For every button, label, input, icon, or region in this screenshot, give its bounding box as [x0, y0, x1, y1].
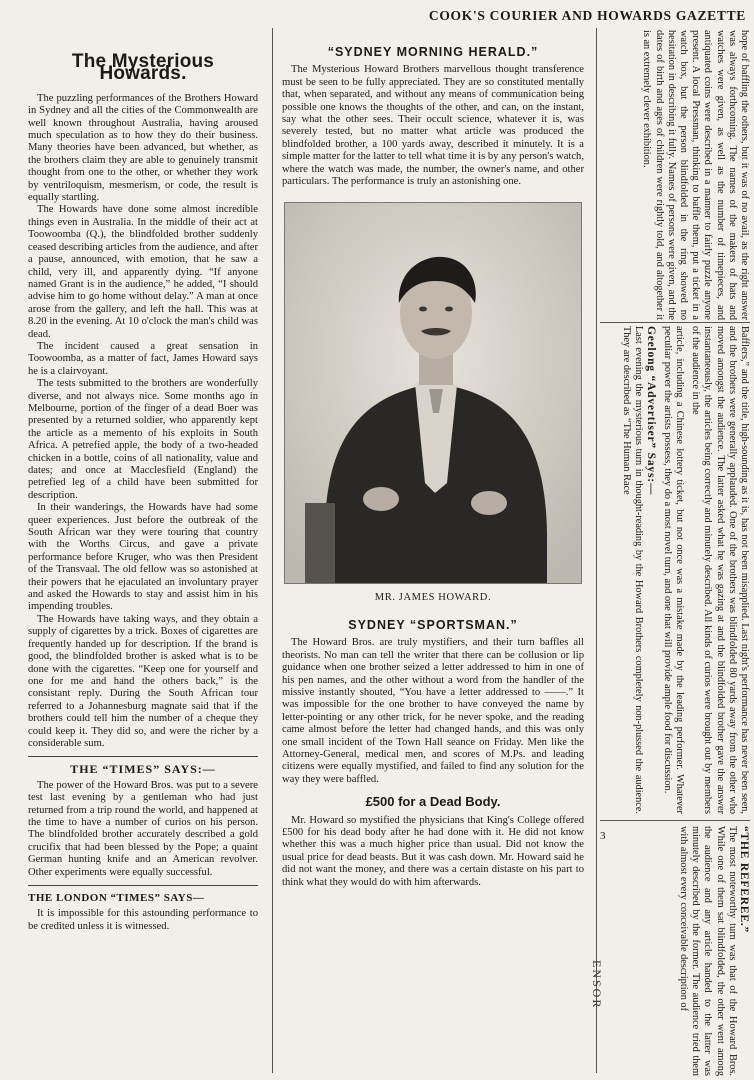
- geelong-heading: Geelong “Advertiser” Says:—: [644, 326, 657, 496]
- left-paragraph-1: The puzzling performances of the Brothers Howard in Sydney and all the cities of the Commonwealth are well known throughout Australia, having aroused much speculation as to how they do their business. Many theories have been advanced, but whether, as the brothers claim they are able to genuinely transmit thought from one to the other, or whether they work by ventriloquism, mesmerism, or code, the result is equally startling.: [28, 92, 258, 204]
- portrait-photo: [284, 202, 582, 584]
- section-rule: [28, 885, 258, 886]
- left-paragraph-5: In their wanderings, the Howards have had some queer experiences. Just before the outbreak of the South African war they were touring that country with the Worths Circus, and gave a private performance before Kruger, who was then President of the Transvaal. The old fellow was so astonished at their powers that he ejaculated an involuntary prayer and asked the Howards to stay and assist him in his impending troubles.: [28, 502, 258, 613]
- column-divider-right: [596, 28, 597, 1073]
- portrait-caption: MR. JAMES HOWARD.: [374, 592, 492, 604]
- portrait-illustration: [285, 203, 581, 583]
- left-paragraph-6: The Howards have taking ways, and they obtain a supply of cigarettes by a trick. Boxes of cigarettes are frequently handed up for description. If the brand is good, the blindfolded brother is asked what is to be done with the cigarettes. “Keep one for yourself and one for me and hand the others back,” is the consistant reply. During the South African tour referred to a Johannesburg magnate said that if the brothers could tell him the number of a cheque they could keep it. They did so, and were the richer by a considerable sum.: [28, 613, 258, 749]
- right-strip-middle: [600, 326, 750, 814]
- article-title: The Mysterious Howards.: [71, 51, 215, 85]
- geelong-intro-paragraph: article, including a Chinese lottery ticket, but not once was a mistake made by the leading performer. Whatever peculiar power the artists possess, they do a most novel turn, and one that will provide ample food for discussion.: [661, 326, 685, 814]
- ensor-stamp: ENSOR: [590, 960, 604, 1010]
- right-mid-paragraph: Bafflers,” and the title, high-sounding as it is, has not been misapplied. Last night's performance has never been seen, and the brothers were generally applauded. One of the brothers was blindfolded 80 yards away from the other who moved amongst the audience. The latter asked what he was gazing at and the blindfolded brother gave the answer instantaneously, the articles being correctly and minutely described. All kinds of curios were brought out by members of the audience in the: [690, 326, 750, 814]
- right-strip-top: [600, 30, 750, 320]
- referee-heading: “THE REFEREE.”: [738, 826, 750, 934]
- masthead: COOK'S COURIER AND HOWARDS GAZETTE: [428, 8, 746, 23]
- middle-column: [282, 44, 584, 1074]
- herald-paragraph: The Mysterious Howard Brothers marvellous thought transference must be seen to be fully appreciated. They are so constituted mentally that, when separated, and without any means of communication being possible one knows the thoughts of the other, and can, on the instant, say what the other sees. Their occult science, whatever it is, was severely tested, but no matter what article was produced the blindfolded brother, a 100 yards away, described it minutely. It is a simple matter for the latter to tell what time it is by any person's watch, where the watch was made, the number, the owner's name, and other particulars. The performance is truly an astonishing one.: [282, 64, 584, 188]
- right-strip-rule: [600, 322, 750, 323]
- column-divider-left: [272, 28, 273, 1073]
- geelong-paragraph: Last evening the mysterious turn in thought-reading by the Howard Brothers completely non-plussed the audience. They are described as “The Human Race: [621, 326, 645, 814]
- right-top-paragraph: hope of baffling the others, but it was of no avail, as the right answer was always forthcoming. The names of the makers of hats and watches were given, as well as the number of timepieces, and antiquated coins were described in a manner to fairly puzzle anyone present. A local Pressman, thinking to baffle them, put a ticket in a watch box, but the person blindfolded in the ring showed no hesitation in describing it fully. Names of persons were given, and the dates of birth and ages of children were rightly told, and altogether it is an extremely clever exhibition.: [641, 30, 750, 320]
- right-strip-rule: [600, 820, 750, 821]
- page-number: 3: [600, 830, 606, 842]
- times-paragraph: The power of the Howard Bros. was put to a severe test last evening by a gentleman who had just returned from a trip round the world, and happened at the time to have a number of curios on his person. The blindfolded brother accurately described a gold crucifix that had been blessed by the Pope; a quaint German hunting knife and an American revolver. Other experiments were equally successful.: [28, 779, 258, 878]
- left-paragraph-2: The Howards have done some almost incredible things even in Australia. In the middle of their act at Toowoomba (Q.), the blindfolded brother suddenly ceased describing articles from the audience, and after a pause, announced, with emotion, that he saw a child, very ill, and apparently dying. “If anyone named Grant is in the audience,” he added, “I should advise him to go home without delay.” A man at once arose from the gallery, and left the hall. This was at 8.20 in the evening. At 10 o'clock the man's child was dead.: [28, 204, 258, 340]
- dead-body-heading: £500 for a Dead Body.: [365, 794, 501, 810]
- dead-body-paragraph: Mr. Howard so mystified the physicians that King's College offered £500 for his dead body after he had done with it. He did not know whether this was a much higher price than usual. Did not know the usual price for dead beasts. But it was cash down. Mr. Howard said he did not want the money, and there was a certain distaste on his part to think what they would do with him afterwards.: [282, 814, 584, 888]
- left-column: [28, 50, 258, 1070]
- referee-paragraph: The most noteworthy turn was that of the Howard Bros. While one of them sat blindfolded, the other went among the audience and any article handed to the latter was minutely described by the former. The audience tried them with almost every conceivable description of: [677, 826, 738, 1076]
- london-times-paragraph: It is impossible for this astounding performance to be credited unless it is witnessed.: [28, 908, 258, 932]
- left-paragraph-4: The tests submitted to the brothers are wonderfully diverse, and not always nice. Some months ago in Melbourne, portion of the finger of a dead Boer was presented by a returned soldier, who apparently kept the article as a memento of his exploits in South Africa. A petrefied apple, the body of a two-headed chicken in a bottle, coins of all nationality, value and dates; and once at Macclesfield (England) the petrefied leg of a child have been submitted for description.: [28, 378, 258, 501]
- right-strip-bottom: [600, 826, 750, 1076]
- times-heading: THE “TIMES” SAYS:—: [70, 762, 216, 777]
- left-paragraph-3: The incident caused a great sensation in Toowoomba, as a matter of fact, James Howard says he is a clairvoyant.: [28, 340, 258, 377]
- london-times-heading: THE LONDON “TIMES” SAYS—: [28, 892, 205, 904]
- sportsman-heading: SYDNEY “SPORTSMAN.”: [348, 617, 518, 632]
- section-rule: [28, 756, 258, 757]
- gazette-page: [8, 0, 752, 1080]
- sportsman-paragraph: The Howard Bros. are truly mystifiers, and their turn baffles all theorists. No man can tell the writer that there can be collusion or lip guidance when one brother seized a letter addressed to him in one of his pen names, and the other without a word from the handler of the missive instantly shouted, “You have a letter addressed to ——.” It was impossible for the one brother to have conveyed the name by letter-pointing or any other trick, for he never spoke, and the reading came almost before the letter had changed hands, and this was only one small incident of the Town Hall seance on Friday. Men like the Attorney-General, medical men, and scores of M.Ps. and leading citizens were equally mystified, and failed to find any solution for the way they were baffled.: [282, 637, 584, 785]
- herald-heading: “SYDNEY MORNING HERALD.”: [327, 45, 539, 59]
